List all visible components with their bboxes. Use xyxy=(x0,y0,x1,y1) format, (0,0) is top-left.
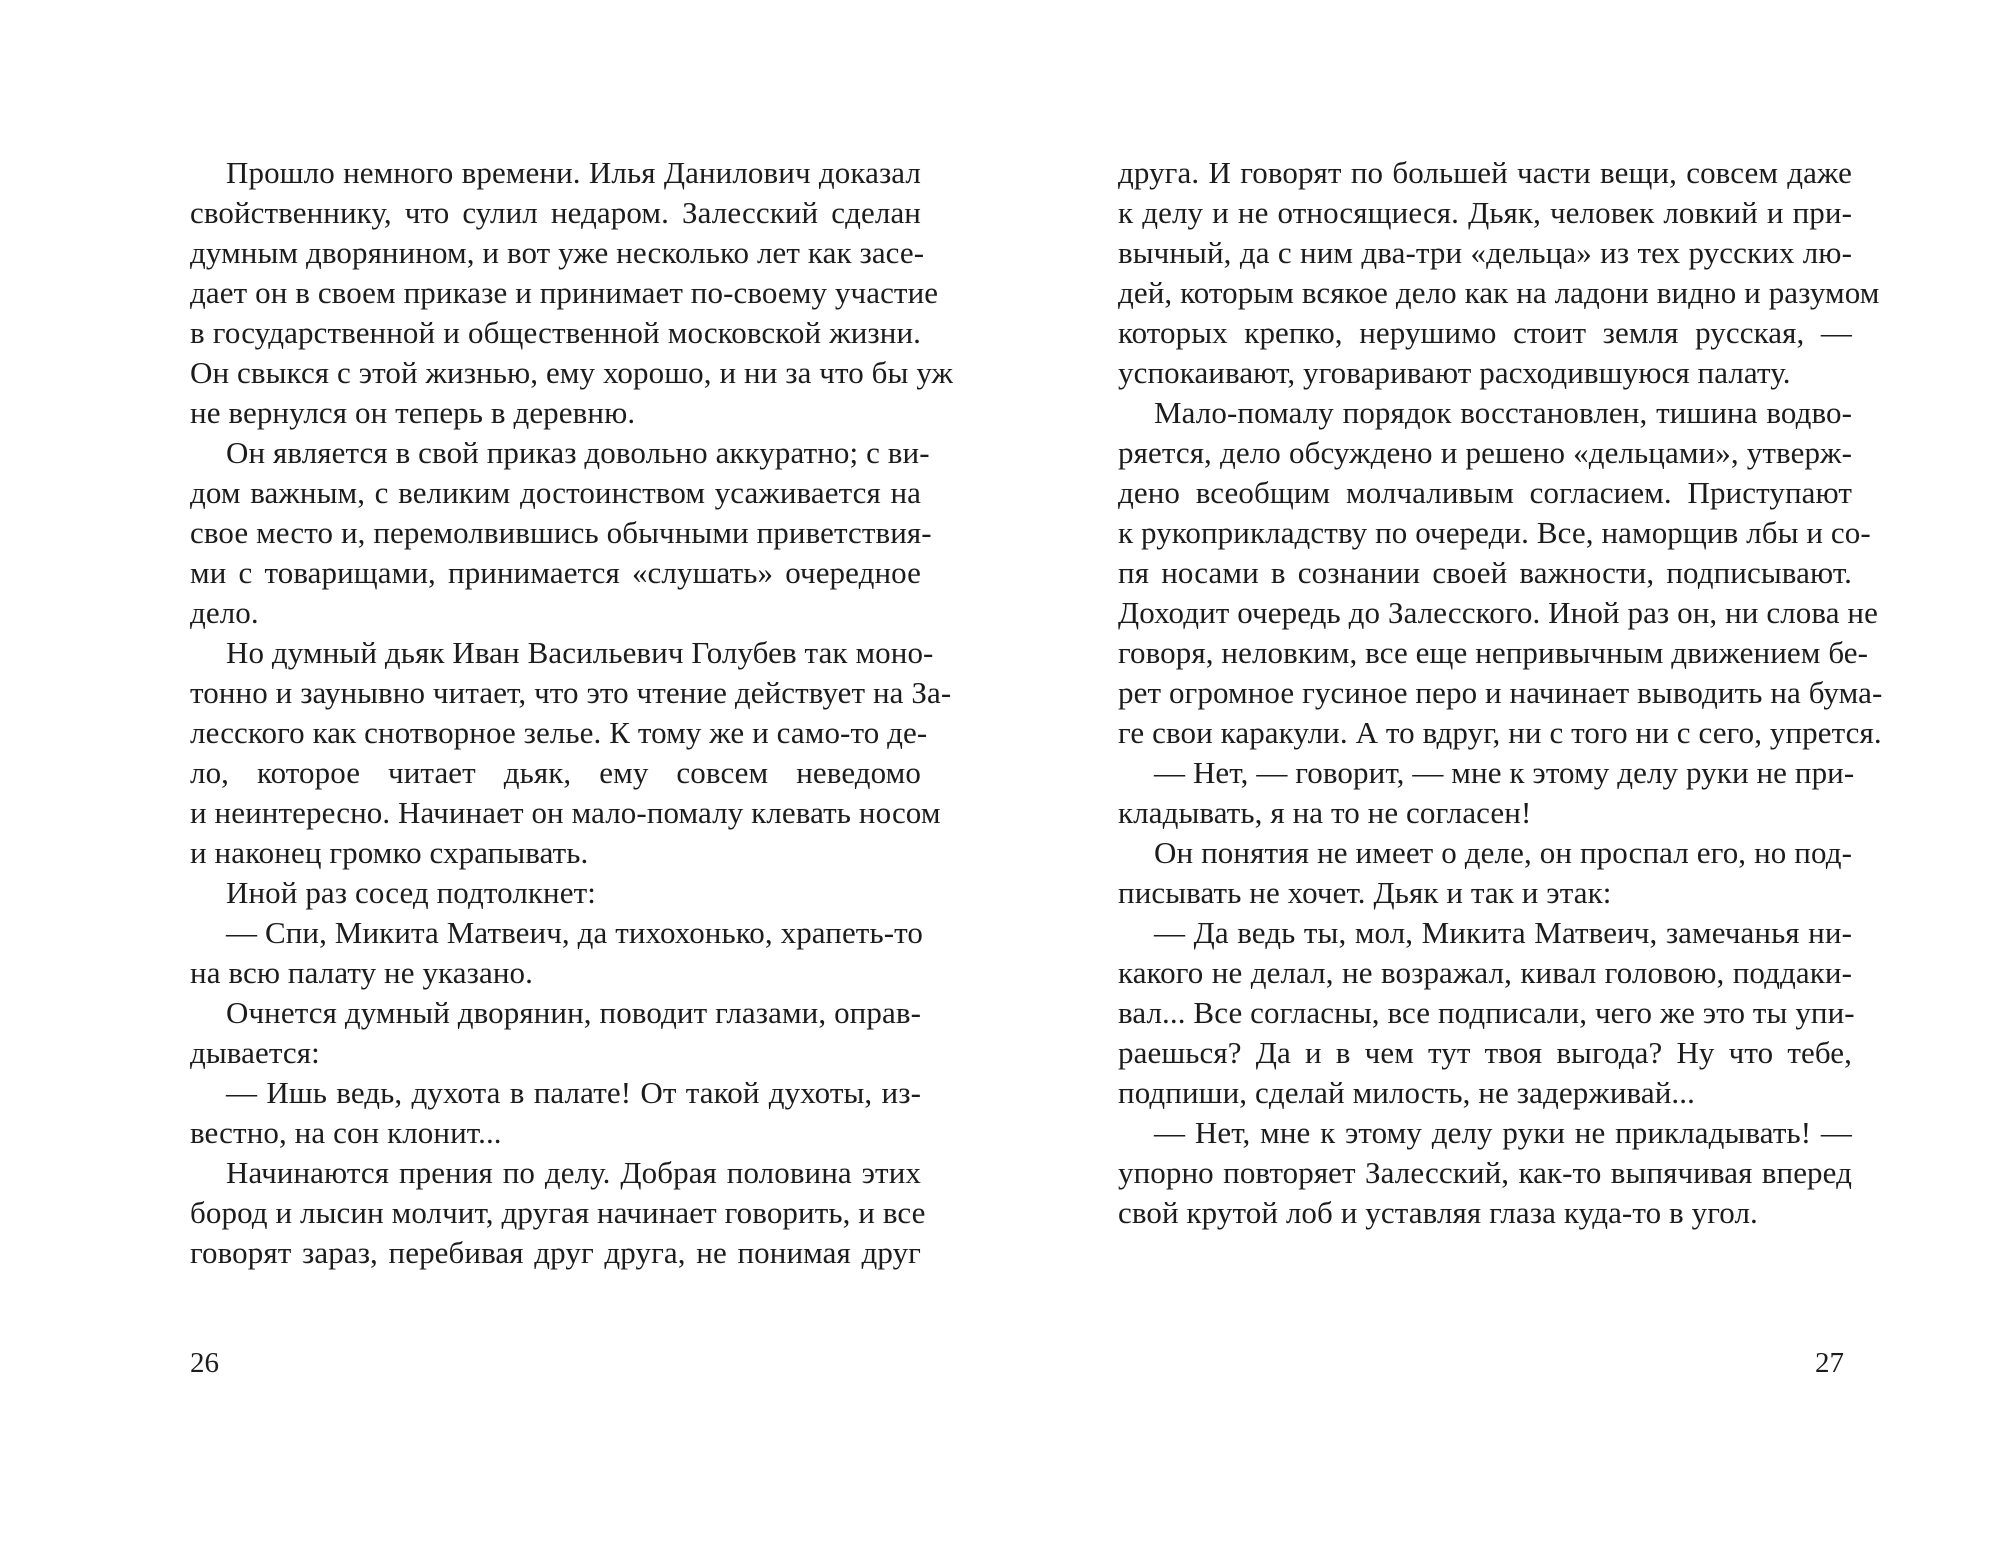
text-line: говоря, неловким, все еще непривычным движением бе- xyxy=(1118,635,1869,670)
text-line: ге свои каракули. А то вдруг, ни с того ни с сего, упрется. xyxy=(1118,715,1882,750)
text-line: Он понятия не имеет о деле, он проспал его, но под- xyxy=(1154,835,1852,870)
text-line: друга. И говорят по большей части вещи, совсем даже xyxy=(1118,155,1852,190)
text-line: и неинтересно. Начинает он мало-помалу клевать носом xyxy=(190,795,941,830)
text-line: тонно и заунывно читает, что это чтение действует на За- xyxy=(190,675,952,710)
text-line: какого не делал, не возражал, кивал головою, поддаки- xyxy=(1118,955,1852,990)
text-line: подпиши, сделай милость, не задерживай... xyxy=(1118,1075,1695,1110)
text-line: — Спи, Микита Матвеич, да тихохонько, храпеть-то xyxy=(226,915,923,950)
text-line: к рукоприкладству по очереди. Все, наморщив лбы и со- xyxy=(1118,515,1871,550)
text-line: Мало-помалу порядок восстановлен, тишина водво- xyxy=(1154,395,1852,430)
text-line: вестно, на сон клонит... xyxy=(190,1115,502,1150)
text-line: дело. xyxy=(190,595,259,630)
text-line: на всю палату не указано. xyxy=(190,955,533,990)
text-line: дает он в своем приказе и принимает по-своему участие xyxy=(190,275,939,310)
text-line: пя носами в сознании своей важности, подписывают. xyxy=(1118,555,1852,590)
text-line: Иной раз сосед подтолкнет: xyxy=(226,875,596,910)
page-number: 27 xyxy=(1815,1347,1844,1379)
text-line: к делу и не относящиеся. Дьяк, человек ловкий и при- xyxy=(1118,195,1852,230)
text-line: ло, которое читает дьяк, ему совсем неведомо xyxy=(190,755,921,790)
text-line: лесского как снотворное зелье. К тому же и само-то де- xyxy=(190,715,928,750)
text-line: писывать не хочет. Дьяк и так и этак: xyxy=(1118,875,1612,910)
text-line: упорно повторяет Залесский, как-то выпячивая вперед xyxy=(1118,1155,1852,1190)
text-line: ряется, дело обсуждено и решено «дельцами», утверж- xyxy=(1118,435,1852,470)
text-line: Прошло немного времени. Илья Данилович доказал xyxy=(226,155,921,190)
text-line: — Да ведь ты, мол, Микита Матвеич, замечанья ни- xyxy=(1154,915,1852,950)
text-line: вал... Все согласны, все подписали, чего же это ты упи- xyxy=(1118,995,1855,1030)
text-line: Он является в свой приказ довольно аккуратно; с ви- xyxy=(226,435,930,470)
text-line: говорят зараз, перебивая друг друга, не понимая друг xyxy=(190,1235,921,1270)
text-line: дывается: xyxy=(190,1035,320,1070)
text-line: — Ишь ведь, духота в палате! От такой духоты, из- xyxy=(226,1075,921,1110)
text-line: дено всеобщим молчаливым согласием. Приступают xyxy=(1118,475,1852,510)
right-page xyxy=(1000,0,2000,1551)
text-line: — Нет, мне к этому делу руки не прикладывать! — xyxy=(1154,1115,1852,1150)
text-line: — Нет, — говорит, — мне к этому делу руки не при- xyxy=(1154,755,1855,790)
text-line: вычный, да с ним два-три «дельца» из тех русских лю- xyxy=(1118,235,1852,270)
text-line: Но думный дьяк Иван Васильевич Голубев так моно- xyxy=(226,635,934,670)
text-line: не вернулся он теперь в деревню. xyxy=(190,395,636,430)
text-line: раешься? Да и в чем тут твоя выгода? Ну что тебе, xyxy=(1118,1035,1852,1070)
text-line: свой крутой лоб и уставляя глаза куда-то в угол. xyxy=(1118,1195,1758,1230)
text-line: свое место и, перемолвившись обычными приветствия- xyxy=(190,515,932,550)
text-line: свойственнику, что сулил недаром. Залесский сделан xyxy=(190,195,921,230)
text-line: Очнется думный дворянин, поводит глазами, оправ- xyxy=(226,995,921,1030)
text-line: ми с товарищами, принимается «слушать» очередное xyxy=(190,555,921,590)
text-line: Доходит очередь до Залесского. Иной раз он, ни слова не xyxy=(1118,595,1878,630)
text-line: которых крепко, нерушимо стоит земля русская, — xyxy=(1118,315,1852,350)
text-line: успокаивают, уговаривают расходившуюся палату. xyxy=(1118,355,1791,390)
text-line: кладывать, я на то не согласен! xyxy=(1118,795,1532,830)
text-line: бород и лысин молчит, другая начинает говорить, и все xyxy=(190,1195,926,1230)
text-line: Начинаются прения по делу. Добрая половина этих xyxy=(226,1155,921,1190)
page-number: 26 xyxy=(190,1347,219,1379)
text-line: дом важным, с великим достоинством усаживается на xyxy=(190,475,921,510)
text-line: рет огромное гусиное перо и начинает выводить на бума- xyxy=(1118,675,1883,710)
text-line: думным дворянином, и вот уже несколько лет как засе- xyxy=(190,235,925,270)
text-line: в государственной и общественной московской жизни. xyxy=(190,315,921,350)
text-line: Он свыкся с этой жизнью, ему хорошо, и ни за что бы уж xyxy=(190,355,954,390)
text-line: и наконец громко схрапывать. xyxy=(190,835,589,870)
text-line: дей, которым всякое дело как на ладони видно и разумом xyxy=(1118,275,1880,310)
